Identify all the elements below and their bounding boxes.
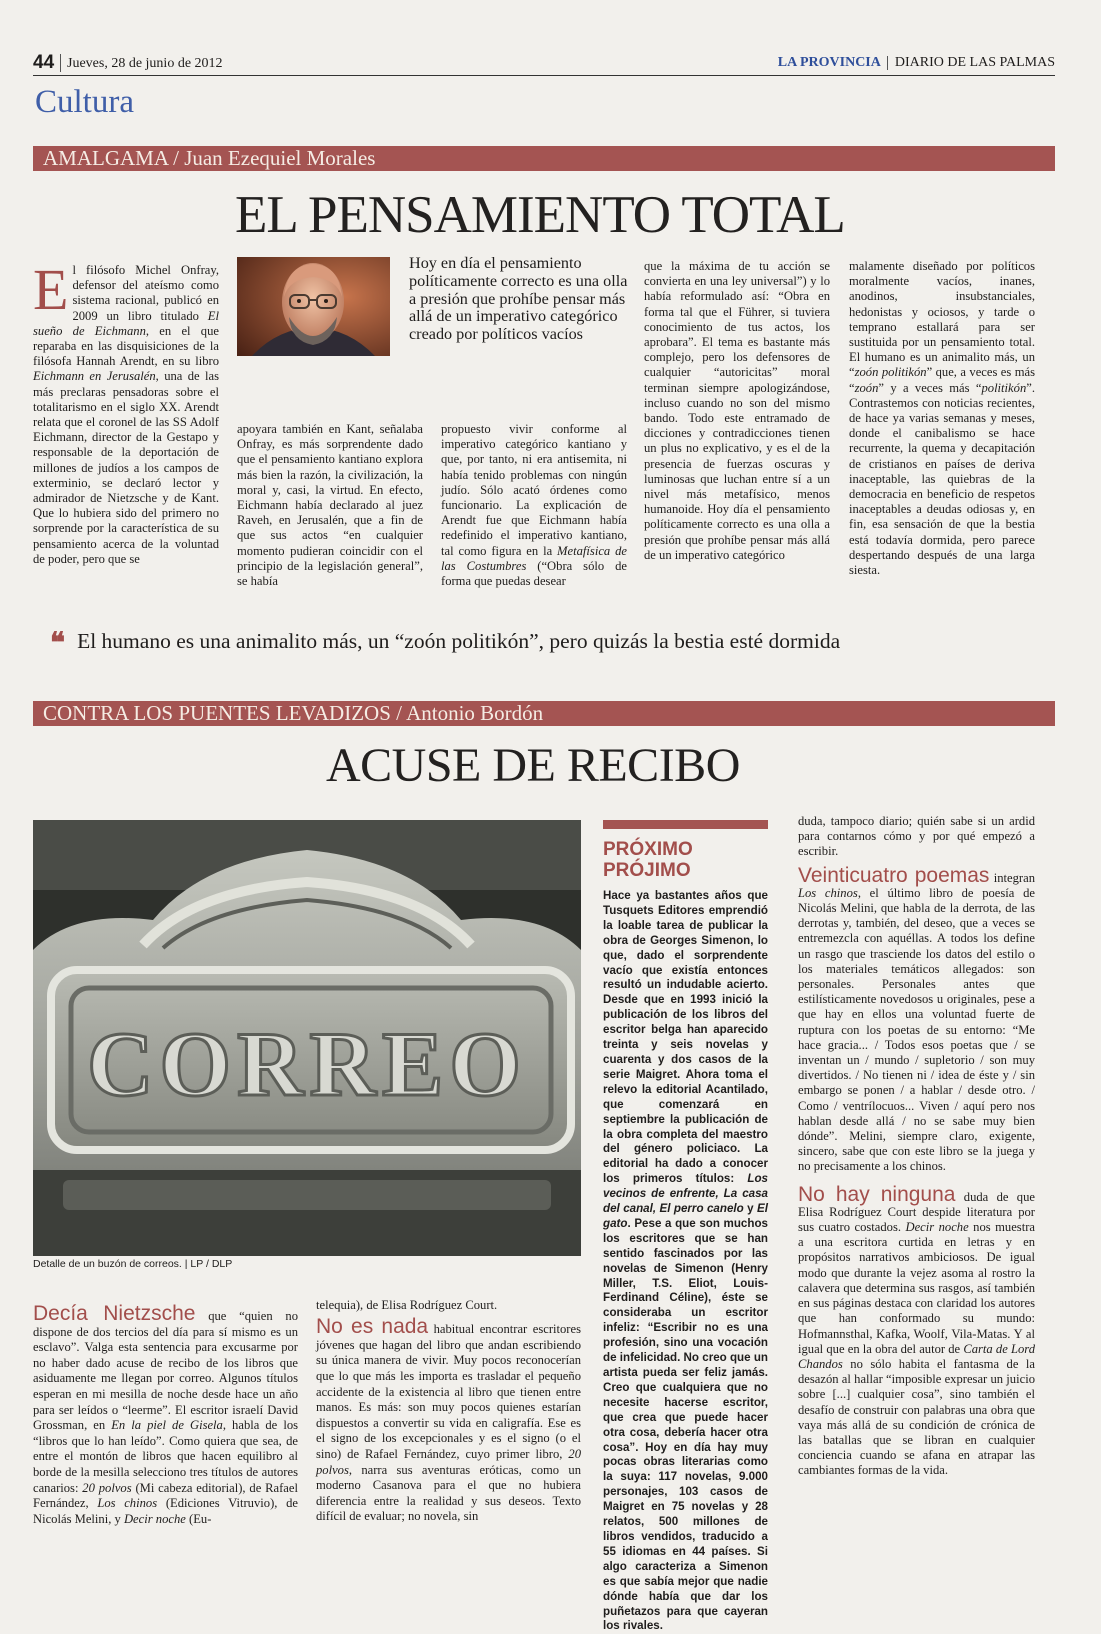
article1-col2 (237, 422, 423, 589)
header-divider (60, 54, 61, 72)
newspaper-separator (887, 56, 888, 70)
mailbox-photo (33, 820, 581, 1256)
photo-caption: Detalle de un buzón de correos. | LP / DLP (33, 1258, 233, 1270)
article2-title: ACUSE DE RECIBO (326, 739, 740, 792)
sidebar-box-rule (603, 820, 768, 829)
sidebar-box (603, 820, 768, 1634)
sidebar-box-title-1: PRÓXIMO (603, 839, 693, 860)
article1-column-bar (33, 146, 1055, 171)
article1-highlight-text: El humano es una animalito más, un “zoón politikón”, pero quizás la bestia esté dormida (77, 629, 841, 653)
article1-col3 (441, 422, 627, 589)
article1-title: EL PENSAMIENTO TOTAL (235, 186, 845, 244)
dropcap: E (33, 257, 69, 322)
article1-highlight (50, 626, 1050, 660)
newspaper-name (778, 55, 1055, 71)
author-photo-image (237, 257, 390, 356)
article2-author: Antonio Bordón (406, 701, 544, 725)
article1-col3-text: propuesto vivir conforme al imperativo categórico kantiano y que, por tanto, ni era antisemita, ni había tenido problemas con ningún judío. Sólo acató órdenes como funcionario. La explicación de Arendt fue que Eichmann había redefinido el imperativo kantiano, tal como figura en la Metafísica de las Costumbres (“Obra sólo de forma que puedas desear (441, 422, 627, 589)
article1-column-name: AMALGAMA (43, 146, 168, 170)
article1-col1 (33, 257, 220, 567)
article2-col4 (798, 814, 1035, 1479)
header-rule (33, 75, 1055, 76)
newspaper-name-left: LA PROVINCIA (777, 55, 881, 70)
issue-date: Jueves, 28 de junio de 2012 (67, 56, 223, 71)
section-title: Cultura (35, 84, 134, 120)
article2-col4-top: duda, tampoco diario; quién sabe si un ardid para contarnos cómo y por qué empezó a escribir. (798, 814, 1035, 859)
newspaper-name-right: DIARIO DE LAS PALMAS (894, 55, 1055, 70)
quote-mark-icon: ❝ (50, 628, 66, 659)
article2-separator: / (396, 701, 402, 725)
article2-col1-text: Decía Nietzsche que “quien no dispone de dos tercios del día para sí mismo es un esclavo”. Valga esta sentencia para excusarme por no haber dado acuse de recibo de los libros que asiduamente me llegan por correo. Algunos títulos esperan en mi mesilla de noche desde hace un año para ser leídos o “leerme”. El escritor israelí David Grossman, en En la piel de Gisela, habla de los “libros que lo han leído”. Como quiera que sea, de entre el montón de libros que hacen equilibro al borde de la mesilla selecciono tres títulos de autores canarios: 20 polvos (Mi cabeza editorial), de Rafael Fernández, Los chinos (Ediciones Vitruvio), de Nicolás Melini, y Decir noche (Eu- (33, 1302, 299, 1526)
article1-col4 (644, 259, 830, 563)
sidebar-box-text: Hace ya bastantes años que Tusquets Editores emprendió la loable tarea de publicar la obra de Georges Simenon, lo que, dado el sorprendente vacío que existía entonces resultó un indudable acierto. Desde que en 1993 inició la publicación de los libros del escritor belga han aparecido treinta y seis novelas y cuarenta y dos casos de la serie Maigret. Ahora toma el relevo la editorial Acantilado, que comenzará en septiembre la publicación de la obra completa del maestro del género policiaco. La editorial ha dado a conocer los primeros títulos: Los vecinos de enfrente, La casa del canal, El perro canelo y El gato. Pese a que son muchos los escritores que se han sentido fascinados por las novelas de Simenon (Henry Miller, T.S. Eliot, Louis-Ferdinand Céline), éste se consideraba un escritor infeliz: “Escribir no es una profesión, sino una vocación de infelicidad. No creo que un artista pueda ser feliz jamás. Creo que cualquiera que no necesite hacerse escritor, que crea que puede hacer otra cosa, debería hacer otra cosa”. Hoy en día hay muy pocas obras literarias como la suya: 117 novelas, 9.000 personajes, 103 casos de Maigret en 75 novelas y 28 relatos, 500 millones de libros vendidos, traducido a 55 idiomas en 44 países. Si algo caracteriza a Simenon es que sabía mejor que nadie dónde había que dar los puñetazos para que cayeran los rivales. (603, 889, 768, 1633)
article1-col5-text: malamente diseñado por políticos moralmente vacíos, inanes, anodinos, insubstanciales, hedonistas y ociosos, y tarde o temprano estallará para ser sustituida por un pensamiento total. El humano es un animalito más, un “zoón politikón” que, a veces es más “zoón” y a veces más “politikón”. Contrastemos con noticias recientes, de hace ya varias semanas y meses, donde el canibalismo se hace recurrente, la quema y decapitación de cristianos en países de deriva inaceptable, las quiebras de la democracia en beneficio de respetos inaceptables a deudas odiosas y, en fin, esa sensación de que la bestia está todavía dormida, pero parece despertando después de una larga siesta. (849, 259, 1035, 578)
article2-column-bar (33, 701, 1055, 726)
article1-separator: / (173, 146, 179, 170)
article1-pull-quote: Hoy en día el pensamiento políticamente correcto es una olla a presión que prohíbe pensar más allá de un imperativo categórico creado por políticos vacíos (409, 254, 628, 344)
article1-author: Juan Ezequiel Morales (184, 146, 376, 170)
article1-col5 (849, 259, 1035, 578)
article2-column-name: CONTRA LOS PUENTES LEVADIZOS (43, 701, 391, 725)
sidebar-box-title-2: PRÓJIMO (603, 860, 691, 881)
article2-col2-text: No es nada habitual encontrar escritores jóvenes que hagan del libro que andan escribiendo su única manera de vivir. Muy pocos reconocerían que lo que más les importa es trasladar el pequeño accidente de la existencia al libro que tienen entre manos. Es más: son muy pocos quienes estarían dispuestos a convertir su vida en caligrafía. Ese es el signo de los excepcionales y es el signo (o el sino) de Rafael Fernández, cuyo primer libro, 20 polvos, narra sus aventuras eróticas, como un moderno Casanova para el que no hubiera diferencia entre la realidad y sus deseos. Texto difícil de evaluar; no novela, sin (316, 1315, 581, 1524)
mailbox-label: CORREO (87, 1013, 527, 1115)
article2-col2-top: telequia), de Elisa Rodríguez Court. (316, 1298, 498, 1312)
author-photo (237, 257, 390, 356)
article1-col4-text: que la máxima de tu acción se convierta en una ley universal”) y lo había reformulado así: “Obra en forma tal que el Führer, si tuviera conocimiento de tus actos, los aprobara”. El tema es bastante más complejo, pero los defensores de cualquier “autoricitas” moral terminan siempre apologizándose, incluso cuando no son del mismo bando. Todo este entramado de dicciones y contradicciones tienen un plus no explicativo, y es el de la presencia de fuerzas oscuras y luminosas que luchan entre sí a un nivel más metafísico, menos humanoide. Hoy día el pensamiento políticamente correcto es una olla a presión que prohíbe pensar más allá de un imperativo categórico (644, 259, 830, 562)
article1-col1-text: El filósofo Michel Onfray, defensor del ateísmo como sistema racional, publicó en 2009 un libro titulado El sueño de Eichmann, en el que reparaba en las disquisiciones de la filósofa Hannah Arendt, en su libro Eichmann en Jerusalén, una de las más preclaras pensadoras sobre el totalitarismo en el siglo XX. Arendt relata que el coronel de las SS Adolf Eichmann, director de la Gestapo y responsable de la deportación de millones de judíos a los campos de exterminio, se declaró lector y admirador de Nietzsche y de Kant. Que lo hubiera sido del primero no sorprende por la característica de su pensamiento acerca de la voluntad de poder, pero que se (33, 257, 220, 566)
article2-col1 (33, 1302, 299, 1527)
article2-col2 (316, 1298, 581, 1525)
page-number: 44 (33, 52, 55, 73)
article2-col4-text-b: No hay ninguna duda de que Elisa Rodríguez Court despide literatura por sus cuatro costados. Decir noche nos muestra a una escritora curtida en letras y en propósitos narrativos ambiciosos. De igual modo que durante la vejez asoma al rostro la calavera que determina sus rasgos, así también en sus páginas destaca con claridad los autores que han conformado su mundo: Hofmannsthal, Kafka, Woolf, Vila-Matas. Y al igual que en la obra del autor de Carta de Lord Chandos no sólo habita el fantasma de la desazón al hallar “imposible expresar un juicio sobre [...] cualquier cosa”, sino también el desafío de construir con palabras una obra que vaya más allá de su condición de crónica de las batallas que se libran en cualquier conciencia cuando se afana en atrapar las cambiantes formas de la vida. (798, 1182, 1036, 1478)
article2-col4-text-a: Veinticuatro poemas integran Los chinos, el último libro de poesía de Nicolás Melini, que habla de la derrota, de las derrotas y, también, del deseo, que a veces se entremezcla con aquéllas. A todos los define un rasgo que trasciende los datos del estilo o los materiales temáticos allegados: son personales. Personales antes que estilísticamente novedosos u originales, pese a que hay en ellos una voluntad fuerte de ruptura con los poetas de su entorno: “Me hace gracia... / Todos esos poetas que / se inventan un / mundo / supletorio / son muy divertidos. / No tienen ni / idea de éste y / sin embargo se ponen / a hablar / desde otro. / Como / ventrílocuos... Viven / aquí pero nos hablan desde allá / no se sabe muy bien dónde”. Melini, siempre claro, exigente, sincero, sabe que con este libro se la juega y no precisamente a los chinos. (798, 863, 1036, 1174)
article1-col2-text: apoyara también en Kant, señalaba Onfray, es más sorprendente dado que el pensamiento kantiano explora más bien la razón, la civilización, la moral y, casi, la virtud. En efecto, Eichmann había declarado al juez Raveh, en Jerusalén, que a fin de que sus actos “en cualquier momento pudieran coincidir con el principio de la legislación general”, se había (237, 422, 423, 589)
mailbox-photo-image (33, 820, 581, 1256)
page-header (33, 52, 1055, 76)
